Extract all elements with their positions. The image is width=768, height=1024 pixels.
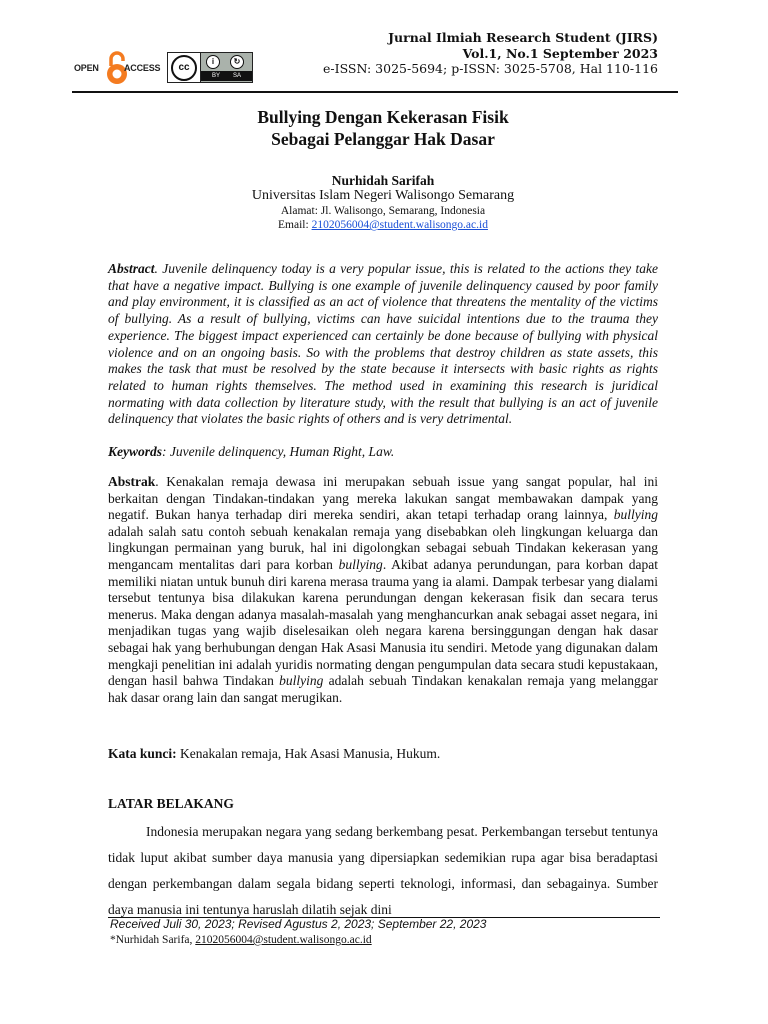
open-access-right-label: ACCESS xyxy=(124,63,161,73)
abstrak-text-1: . Kenakalan remaja dewasa ini merupakan sebuah issue yang sangat popular, hal ini berkaitan dengan Tindakan-tindakan yang mereka lakukan sangat membawakan dampak yang negatif. Bukan hanya terhadap diri mereka sendiri, akan tetapi terhadap orang lainnya, xyxy=(108,474,658,523)
abstrak-italic-3: bullying xyxy=(279,673,324,689)
author-affiliation: Universitas Islam Negeri Walisongo Semarang xyxy=(251,188,515,203)
title-line-1: Bullying Dengan Kekerasan Fisik xyxy=(257,107,509,127)
abstract-label: Abstract xyxy=(108,261,155,276)
kata-kunci-label: Kata kunci: xyxy=(108,746,177,761)
creative-commons-badge xyxy=(167,52,253,83)
received-dates: Received Juli 30, 2023; Revised Agustus 2, 2023; September 22, 2023 xyxy=(110,917,487,931)
header-rule xyxy=(72,91,678,93)
abstrak-italic-2: bullying xyxy=(338,556,383,572)
author-name: Nurhidah Sarifah xyxy=(331,173,435,188)
abstract-english xyxy=(108,261,658,428)
cc-left-panel xyxy=(168,53,201,82)
keywords-label: Keywords xyxy=(108,444,162,459)
title-line-2: Sebagai Pelanggar Hak Dasar xyxy=(271,129,495,149)
keywords-indonesian xyxy=(108,746,658,762)
keywords-english xyxy=(108,444,658,460)
abstract-english-text: . Juvenile delinquency today is a very popular issue, this is related to the actions they take that have a negative impact. Bullying is one example of juvenile delinquency caused by poor family and play environment, it is classified as an act of violence that threatens the mentality of the victims of bullying. As a result of bullying, victims can have suicidal intentions due to the trauma they experience. The biggest impact experienced can certainly be done because of bullying with physical violence and on an ongoing basis. So with the problems that destroy children as state assets, this makes the task that must be resolved by the state because it intersects with basic rights as rights related to human rights themselves. The method used in examining this research is juridical normating with data collection by literature study, with the result that bullying is an act of juvenile delinquency that violates the basic rights of others and is very detrimental. xyxy=(108,261,658,427)
paper-title xyxy=(108,106,658,150)
abstrak-text-4: adalah sebuah Tindakan kenakalan remaja yang melanggar hak dasar orang lain dan sangat merugikan. xyxy=(108,673,658,705)
open-access-logo xyxy=(74,50,160,86)
open-access-left-label: OPEN xyxy=(74,63,99,73)
journal-volume: Vol.1, No.1 September 2023 xyxy=(462,45,658,61)
author-address: Alamat: Jl. Walisongo, Semarang, Indonesia xyxy=(280,205,486,217)
email-label: Email: xyxy=(278,219,309,231)
abstrak-label: Abstrak xyxy=(108,474,156,489)
author-footnote xyxy=(110,934,372,946)
kata-kunci-text: Kenakalan remaja, Hak Asasi Manusia, Hukum. xyxy=(176,746,441,761)
cc-by-label: BY xyxy=(212,73,221,79)
section-paragraph: Indonesia merupakan negara yang sedang berkembang pesat. Perkembangan tersebut tentunya tidak luput akibat sumber daya manusia yang dipersiapkan sedemikian rupa agar bisa beradaptasi dengan perkembangan dalam segala bidang seperti teknologi, informasi, dan sebagainya. Sumber daya manusia ini tentunya haruslah dilatih sejak dini xyxy=(108,824,658,917)
cc-icon: cc xyxy=(171,55,197,81)
journal-name: Jurnal Ilmiah Research Student (JIRS) xyxy=(388,30,658,45)
author-email-link[interactable]: 2102056004@student.walisongo.ac.id xyxy=(311,219,488,231)
cc-sa-label: SA xyxy=(233,73,242,79)
cc-license-bar xyxy=(201,71,252,81)
attribution-person-icon: i xyxy=(206,55,220,69)
abstrak-italic-1: bullying xyxy=(613,507,658,523)
keywords-english-text: : Juvenile delinquency, Human Right, Law. xyxy=(162,444,395,459)
footnote-name: *Nurhidah Sarifa, xyxy=(110,934,196,946)
journal-info xyxy=(323,30,658,77)
journal-issn: e-ISSN: 3025-5694; p-ISSN: 3025-5708, Hal 110-116 xyxy=(323,61,658,76)
footnote-email: 2102056004@student.walisongo.ac.id xyxy=(195,934,372,946)
share-alike-icon: ↻ xyxy=(230,55,244,69)
author-email-line xyxy=(108,219,658,231)
abstract-indonesian xyxy=(108,474,658,706)
section-heading: LATAR BELAKANG xyxy=(108,796,234,811)
abstrak-text-3: . Akibat adanya perundungan, para korban dapat memiliki niatan untuk bunuh diri karena merasa trauma yang ia alami. Dampak terbesar yang dialami tersebut tentunya bisa dilakukan karena perundungan dengan kekerasan fisik dan secara terus menerus. Maka dengan adanya masalah-masalah yang menghancurkan anak sebagai asset negara, ini menjadikan tugas yang wajib diselesaikan oleh negara karena bersinggungan dengan hak dasar sebagai hak yang berhubungan dengan Hak Asasi Manusia itu sendiri. Metode yang digunakan dalam mengkaji penelitian ini adalah yuridis normating dengan pengumpulan data secara studi kepustakaan, dengan hasil bahwa Tindakan xyxy=(108,556,658,689)
abstrak-text-2: adalah salah satu contoh sebuah kenakalan remaja yang disebabkan oleh lingkungan keluarga dan lingkungan permainan yang buruk, hal ini digolongkan sebagai sebuah Tindakan kekerasan yang mengancam mentalitas dari para korban xyxy=(108,523,658,572)
